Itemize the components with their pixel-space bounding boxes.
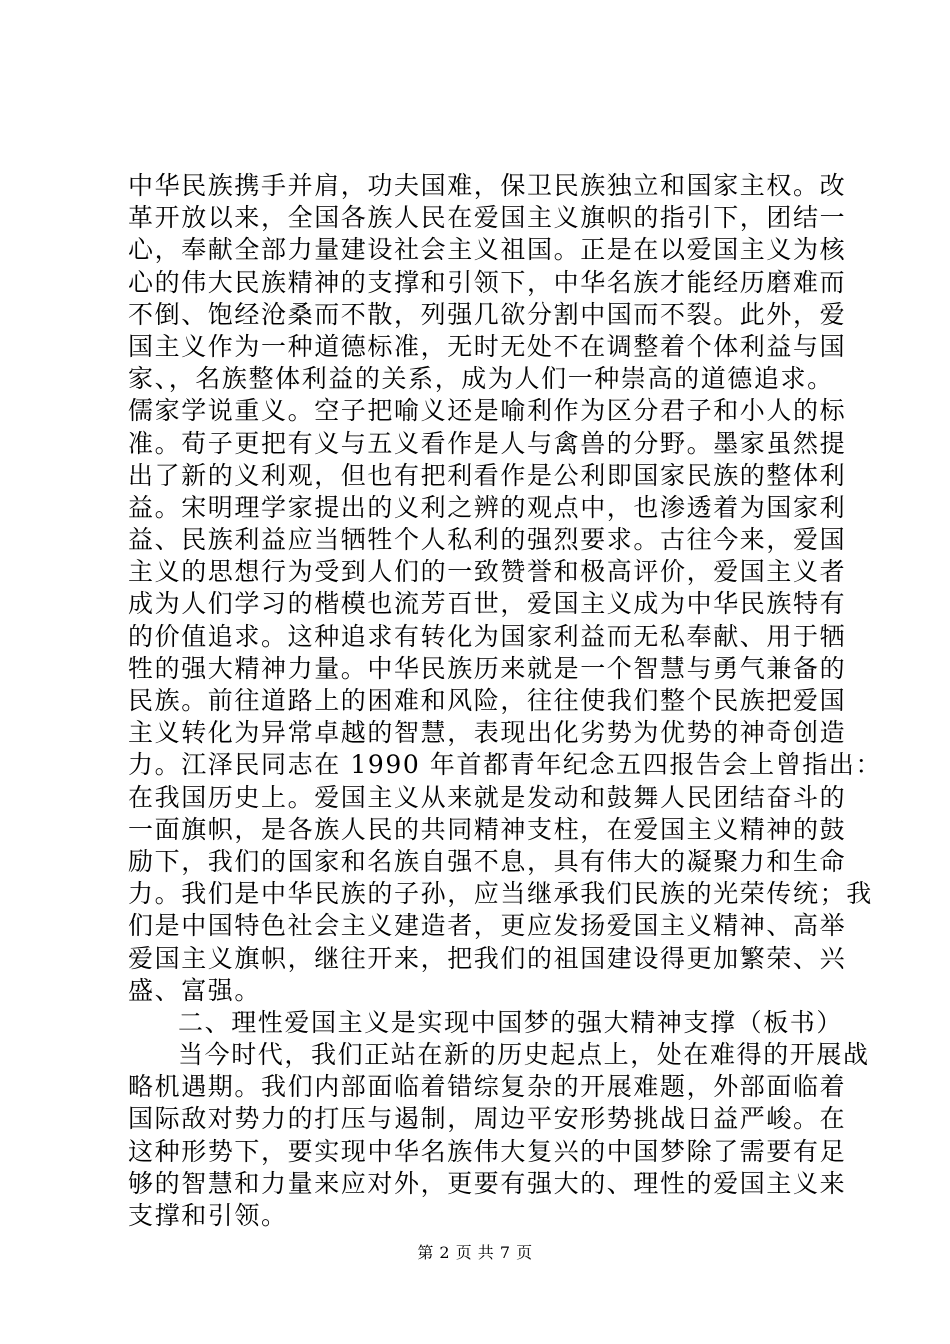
text-line: 力。江泽民同志在 1990 年首都青年纪念五四报告会上曾指出： xyxy=(128,750,883,780)
text-line: 这种形势下，要实现中华名族伟大复兴的中国梦除了需要有足 xyxy=(128,1136,847,1166)
page-number-footer: 第 2 页 共 7 页 xyxy=(417,1243,533,1262)
text-line: 支撑和引领。 xyxy=(128,1201,288,1230)
body-text xyxy=(128,170,883,1232)
text-line: 家、，名族整体利益的关系，成为人们一种崇高的道德追求。 xyxy=(128,364,834,394)
text-line: 够的智慧和力量来应对外，更要有强大的、理性的爱国主义来 xyxy=(128,1168,847,1198)
text-line: 们是中国特色社会主义建造者，更应发扬爱国主义精神、高举 xyxy=(128,911,847,941)
text-line: 民族。前往道路上的困难和风险，往往使我们整个民族把爱国 xyxy=(128,686,847,715)
text-line: 不倒、饱经沧桑而不散，列强几欲分割中国而不裂。此外，爱 xyxy=(128,299,847,329)
text-line: 成为人们学习的楷模也流芳百世，爱国主义成为中华民族特有 xyxy=(128,589,847,619)
text-line: 盛、富强。 xyxy=(128,975,262,1005)
text-line: 励下，我们的国家和名族自强不息，具有伟大的凝聚力和生命 xyxy=(128,846,847,876)
text-line: 在我国历史上。爱国主义从来就是发动和鼓舞人民团结奋斗的 xyxy=(128,782,847,812)
text-line: 略机遇期。我们内部面临着错综复杂的开展难题，外部面临着 xyxy=(128,1072,847,1102)
text-line: 牲的强大精神力量。中华民族历来就是一个智慧与勇气兼备的 xyxy=(128,653,847,683)
text-line: 心，奉献全部力量建设社会主义祖国。正是在以爱国主义为核 xyxy=(128,235,847,265)
text-line: 益。宋明理学家提出的义利之辨的观点中，也渗透着为国家利 xyxy=(128,492,847,522)
text-line: 当今时代，我们正站在新的历史起点上，处在难得的开展战 xyxy=(178,1040,870,1070)
text-line: 儒家学说重义。空子把喻义还是喻利作为区分君子和小人的标 xyxy=(128,396,847,426)
text-line: 出了新的义利观，但也有把利看作是公利即国家民族的整体利 xyxy=(128,460,847,490)
text-line: 中华民族携手并肩，功夫国难，保卫民族独立和国家主权。改 xyxy=(128,171,847,200)
text-line: 国主义作为一种道德标准，无时无处不在调整着个体利益与国 xyxy=(128,331,847,361)
text-line: 心的伟大民族精神的支撑和引领下，中华名族才能经历磨难而 xyxy=(128,267,847,297)
text-line: 二、理性爱国主义是实现中国梦的强大精神支撑（板书） xyxy=(178,1007,844,1037)
text-line: 准。荀子更把有义与五义看作是人与禽兽的分野。墨家虽然提 xyxy=(128,428,847,458)
text-line: 的价值追求。这种追求有转化为国家利益而无私奉献、用于牺 xyxy=(128,621,847,651)
text-line: 爱国主义旗帜，继往开来，把我们的祖国建设得更加繁荣、兴 xyxy=(128,943,847,973)
text-line: 主义转化为异常卓越的智慧，表现出化劣势为优势的神奇创造 xyxy=(128,718,847,748)
text-line: 力。我们是中华民族的子孙，应当继承我们民族的光荣传统；我 xyxy=(128,879,873,909)
text-line: 国际敌对势力的打压与遏制，周边平安形势挑战日益严峻。在 xyxy=(128,1104,847,1134)
text-line: 革开放以来，全国各族人民在爱国主义旗帜的指引下，团结一 xyxy=(128,203,847,233)
text-line: 主义的思想行为受到人们的一致赞誉和极高评价，爱国主义者 xyxy=(128,557,847,587)
text-line: 一面旗帜，是各族人民的共同精神支柱，在爱国主义精神的鼓 xyxy=(128,814,847,844)
text-line: 益、民族利益应当牺牲个人私利的强烈要求。古往今来，爱国 xyxy=(128,525,847,555)
